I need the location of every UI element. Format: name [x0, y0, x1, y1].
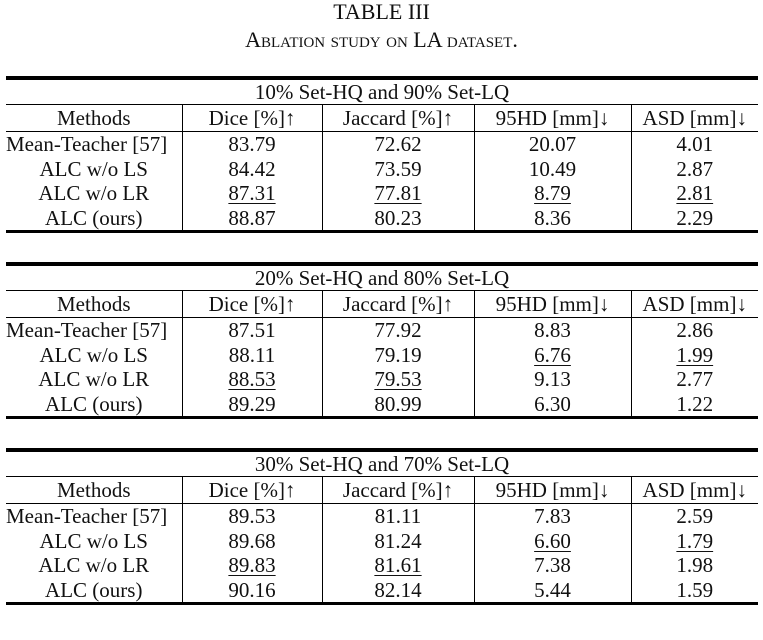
table-row [6, 206, 758, 232]
header-dice: Dice [%]↑ [182, 105, 322, 132]
block-title: 30% Set-HQ and 70% Set-LQ [6, 450, 758, 477]
header-jaccard: Jaccard [%]↑ [322, 291, 474, 318]
table-row [6, 529, 758, 554]
method-cell: ALC w/o LR [38, 367, 150, 392]
table-row [6, 181, 758, 206]
dice-cell: 90.16 [182, 578, 322, 604]
ablation-block-30-percent [6, 448, 758, 605]
hd95-cell: 20.07 [474, 132, 631, 157]
table-caption: Ablation study on LA dataset. [245, 27, 518, 52]
jaccard-cell: 73.59 [322, 157, 474, 182]
method-cell: ALC w/o LR [38, 553, 150, 578]
method-cell: ALC (ours) [6, 206, 182, 232]
table-number: TABLE III [333, 0, 430, 24]
jaccard-cell: 77.92 [322, 318, 474, 343]
hd95-cell: 7.83 [474, 504, 631, 529]
method-cell: Mean-Teacher [57] [6, 504, 168, 529]
method-cell: ALC (ours) [6, 578, 182, 604]
asd-cell: 1.59 [631, 578, 758, 604]
hd95-cell: 7.38 [474, 553, 631, 578]
table-row [6, 504, 758, 529]
header-dice: Dice [%]↑ [182, 291, 322, 318]
asd-cell: 1.98 [631, 553, 758, 578]
header-asd: ASD [mm]↓ [631, 105, 758, 132]
ablation-table [6, 262, 758, 419]
jaccard-cell: 81.11 [322, 504, 474, 529]
table-row [6, 578, 758, 604]
method-cell: ALC w/o LS [39, 528, 148, 553]
dice-cell: 89.68 [182, 529, 322, 554]
block-title: 20% Set-HQ and 80% Set-LQ [6, 264, 758, 291]
asd-cell: 2.29 [631, 206, 758, 232]
asd-cell: 2.81 [676, 181, 714, 206]
jaccard-cell: 72.62 [322, 132, 474, 157]
dice-cell: 87.31 [228, 181, 276, 206]
hd95-cell: 6.60 [534, 528, 571, 553]
asd-cell: 2.87 [631, 157, 758, 182]
jaccard-cell: 81.61 [374, 553, 422, 578]
table-row [6, 157, 758, 182]
jaccard-cell: 79.19 [322, 343, 474, 368]
hd95-cell: 8.79 [534, 181, 571, 206]
dice-cell: 88.53 [228, 367, 276, 392]
table-row [6, 343, 758, 368]
method-cell: Mean-Teacher [57] [6, 132, 168, 157]
hd95-cell: 8.36 [474, 206, 631, 232]
asd-cell: 1.79 [676, 528, 714, 553]
hd95-cell: 10.49 [474, 157, 631, 182]
asd-cell: 2.59 [631, 504, 758, 529]
table-row [6, 132, 758, 157]
hd95-cell: 9.13 [474, 367, 631, 392]
block-title: 10% Set-HQ and 90% Set-LQ [6, 78, 758, 105]
table-row [6, 553, 758, 578]
dice-cell: 89.83 [228, 553, 276, 578]
dice-cell: 88.87 [182, 206, 322, 232]
dice-cell: 88.11 [182, 343, 322, 368]
jaccard-cell: 80.23 [322, 206, 474, 232]
method-cell: Mean-Teacher [57] [6, 318, 168, 343]
header-methods: Methods [6, 477, 182, 504]
header-jaccard: Jaccard [%]↑ [322, 105, 474, 132]
method-cell: ALC w/o LS [39, 342, 148, 367]
ablation-block-10-percent [6, 76, 758, 233]
header-95hd: 95HD [mm]↓ [474, 105, 631, 132]
jaccard-cell: 79.53 [374, 367, 422, 392]
hd95-cell: 6.76 [534, 342, 571, 367]
jaccard-cell: 77.81 [374, 181, 422, 206]
asd-cell: 4.01 [631, 132, 758, 157]
dice-cell: 89.53 [182, 504, 322, 529]
asd-cell: 2.86 [631, 318, 758, 343]
header-methods: Methods [6, 291, 182, 318]
method-cell: ALC (ours) [6, 392, 182, 418]
dice-cell: 84.42 [182, 157, 322, 182]
asd-cell: 2.77 [631, 367, 758, 392]
jaccard-cell: 80.99 [322, 392, 474, 418]
header-jaccard: Jaccard [%]↑ [322, 477, 474, 504]
header-dice: Dice [%]↑ [182, 477, 322, 504]
jaccard-cell: 81.24 [322, 529, 474, 554]
table-row [6, 367, 758, 392]
header-asd: ASD [mm]↓ [631, 291, 758, 318]
header-methods: Methods [6, 105, 182, 132]
asd-cell: 1.22 [631, 392, 758, 418]
header-95hd: 95HD [mm]↓ [474, 477, 631, 504]
method-cell: ALC w/o LR [38, 181, 150, 206]
hd95-cell: 8.83 [474, 318, 631, 343]
asd-cell: 1.99 [676, 342, 714, 367]
dice-cell: 87.51 [182, 318, 322, 343]
jaccard-cell: 82.14 [322, 578, 474, 604]
hd95-cell: 6.30 [474, 392, 631, 418]
ablation-table [6, 448, 758, 605]
ablation-block-20-percent [6, 262, 758, 419]
table-row [6, 318, 758, 343]
table-row [6, 392, 758, 418]
header-asd: ASD [mm]↓ [631, 477, 758, 504]
hd95-cell: 5.44 [474, 578, 631, 604]
dice-cell: 89.29 [182, 392, 322, 418]
method-cell: ALC w/o LS [39, 156, 148, 181]
ablation-table [6, 76, 758, 233]
dice-cell: 83.79 [182, 132, 322, 157]
header-95hd: 95HD [mm]↓ [474, 291, 631, 318]
